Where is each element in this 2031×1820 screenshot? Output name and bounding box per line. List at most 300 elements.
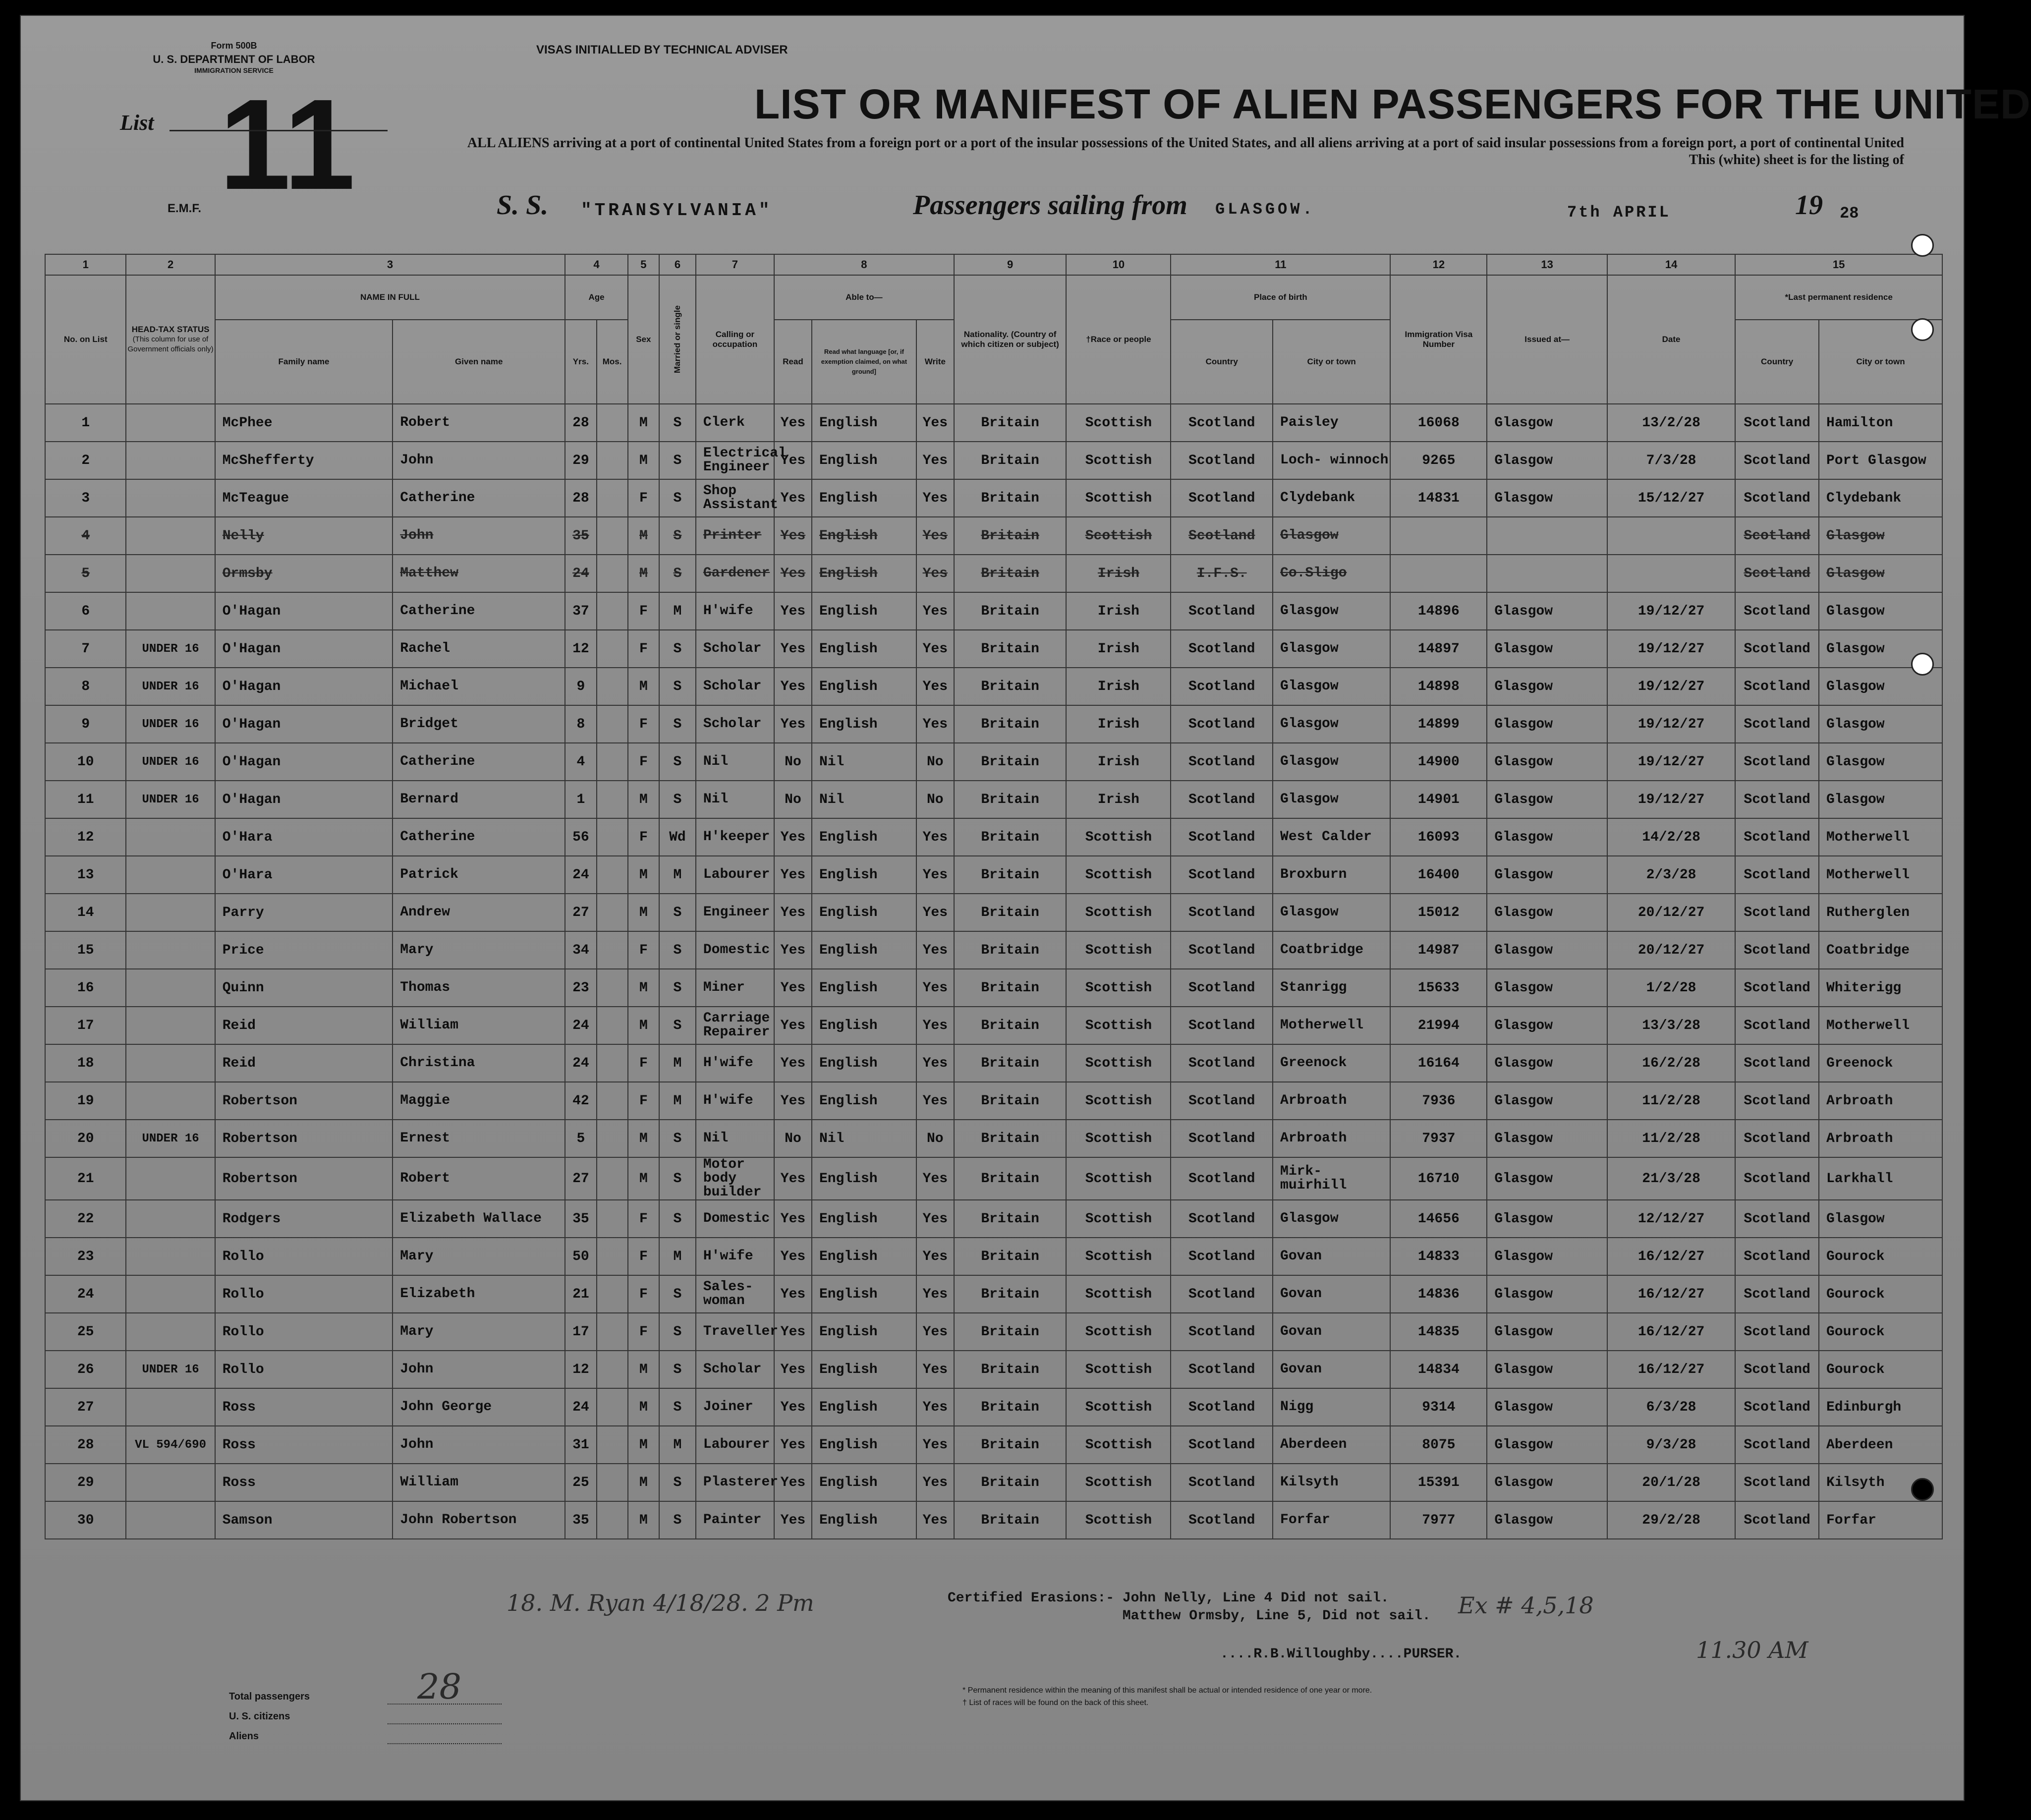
cell-race: Scottish	[1066, 1501, 1171, 1539]
cell-issued	[1487, 517, 1607, 555]
cell-nat: Britain	[954, 479, 1067, 517]
cell-family: O'Hagan	[215, 630, 393, 668]
colnum: 15	[1735, 254, 1942, 275]
cell-issued: Glasgow	[1487, 781, 1607, 818]
cell-ms: S	[659, 969, 696, 1007]
cell-given: Christina	[393, 1044, 565, 1082]
cell-lang: English	[812, 705, 916, 743]
cell-sex: F	[628, 1238, 659, 1275]
cell-read: Yes	[774, 555, 812, 592]
cell-visa: 9314	[1390, 1388, 1487, 1426]
cell-rcity: Forfar	[1819, 1501, 1942, 1539]
cell-tax	[126, 442, 215, 479]
cell-lang: Nil	[812, 1120, 916, 1157]
header-married: Married or single	[659, 275, 696, 404]
cell-rcountry: Scotland	[1735, 1007, 1819, 1044]
cell-lang: English	[812, 1007, 916, 1044]
cell-bcity: Glasgow	[1273, 1200, 1390, 1238]
cell-ms: M	[659, 1044, 696, 1082]
cell-lang: English	[812, 1351, 916, 1388]
cell-ms: M	[659, 1238, 696, 1275]
cell-write: No	[916, 781, 954, 818]
cell-rcity: Kilsyth	[1819, 1464, 1942, 1501]
cell-vdate: 20/12/27	[1607, 931, 1735, 969]
cell-lang: English	[812, 479, 916, 517]
cell-nat: Britain	[954, 1313, 1067, 1351]
cell-bcountry: Scotland	[1171, 1007, 1273, 1044]
cell-rcity: Motherwell	[1819, 1007, 1942, 1044]
cell-lang: English	[812, 630, 916, 668]
colnum: 3	[215, 254, 565, 275]
cell-mos	[597, 1351, 628, 1388]
cell-mos	[597, 969, 628, 1007]
cell-sex: M	[628, 442, 659, 479]
cell-sex: F	[628, 818, 659, 856]
cell-bcity: Glasgow	[1273, 668, 1390, 705]
cell-visa: 14897	[1390, 630, 1487, 668]
cell-vdate: 19/12/27	[1607, 630, 1735, 668]
cell-given: Catherine	[393, 479, 565, 517]
cell-nat: Britain	[954, 592, 1067, 630]
port-name: GLASGOW.	[1215, 200, 1315, 219]
cell-bcity: Kilsyth	[1273, 1464, 1390, 1501]
cell-vdate	[1607, 517, 1735, 555]
department: U. S. DEPARTMENT OF LABOR	[153, 53, 315, 65]
cell-vdate: 19/12/27	[1607, 592, 1735, 630]
cell-occ: Nil	[696, 743, 774, 781]
cell-family: Nelly	[215, 517, 393, 555]
table-row	[45, 931, 1942, 969]
cell-vdate: 16/12/27	[1607, 1313, 1735, 1351]
cell-sex: F	[628, 630, 659, 668]
cell-lang: English	[812, 856, 916, 894]
cell-race: Scottish	[1066, 1313, 1171, 1351]
cell-nat: Britain	[954, 856, 1067, 894]
aliens-label: Aliens	[229, 1731, 259, 1742]
cell-tax	[126, 517, 215, 555]
cell-rcountry: Scotland	[1735, 1082, 1819, 1120]
cell-race: Scottish	[1066, 931, 1171, 969]
cell-bcountry: Scotland	[1171, 1388, 1273, 1426]
cell-given: Elizabeth	[393, 1275, 565, 1313]
cell-given: William	[393, 1464, 565, 1501]
cell-occ: Plasterer	[696, 1464, 774, 1501]
cell-race: Scottish	[1066, 1426, 1171, 1464]
cell-given: Matthew	[393, 555, 565, 592]
cell-read: Yes	[774, 668, 812, 705]
cell-yrs: 35	[565, 1200, 596, 1238]
cell-issued: Glasgow	[1487, 1157, 1607, 1200]
cell-read: Yes	[774, 1501, 812, 1539]
header-head-tax-label: HEAD-TAX STATUS	[131, 325, 210, 334]
cell-nat: Britain	[954, 1238, 1067, 1275]
cell-rcountry: Scotland	[1735, 743, 1819, 781]
cell-yrs: 24	[565, 856, 596, 894]
header-sex: Sex	[628, 275, 659, 404]
cell-given: Mary	[393, 1313, 565, 1351]
cell-race: Scottish	[1066, 517, 1171, 555]
cell-lang: English	[812, 1313, 916, 1351]
cell-bcountry: Scotland	[1171, 1313, 1273, 1351]
cell-issued: Glasgow	[1487, 404, 1607, 442]
colnum: 9	[954, 254, 1067, 275]
cell-mos	[597, 1238, 628, 1275]
table-row	[45, 555, 1942, 592]
cell-bcountry: Scotland	[1171, 743, 1273, 781]
cell-lang: English	[812, 1044, 916, 1082]
cell-visa: 16068	[1390, 404, 1487, 442]
cell-mos	[597, 856, 628, 894]
cell-sex: M	[628, 1007, 659, 1044]
certified-erasions: Certified Erasions:- John Nelly, Line 4 Did not sail. Matthew Ormsby, Line 5, Did not sail.	[948, 1591, 1431, 1624]
cell-occ: Domestic	[696, 1200, 774, 1238]
cell-family: Rollo	[215, 1313, 393, 1351]
cell-rcity: Edinburgh	[1819, 1388, 1942, 1426]
cell-visa: 15391	[1390, 1464, 1487, 1501]
cell-tax	[126, 404, 215, 442]
cell-rcity: Glasgow	[1819, 743, 1942, 781]
cell-no: 11	[45, 781, 126, 818]
table-row	[45, 1044, 1942, 1082]
cell-write: Yes	[916, 1200, 954, 1238]
cell-read: Yes	[774, 1351, 812, 1388]
cell-given: Robert	[393, 1157, 565, 1200]
colnum: 2	[126, 254, 215, 275]
cell-rcity: Aberdeen	[1819, 1426, 1942, 1464]
cell-yrs: 35	[565, 517, 596, 555]
cell-family: McPhee	[215, 404, 393, 442]
cell-sex: M	[628, 1157, 659, 1200]
cell-read: Yes	[774, 931, 812, 969]
cell-lang: Nil	[812, 781, 916, 818]
cell-ms: M	[659, 856, 696, 894]
cell-yrs: 5	[565, 1120, 596, 1157]
cell-rcity: Glasgow	[1819, 630, 1942, 668]
colnum: 7	[696, 254, 774, 275]
cell-write: No	[916, 743, 954, 781]
cell-issued: Glasgow	[1487, 743, 1607, 781]
cell-given: John	[393, 1426, 565, 1464]
cell-family: Rollo	[215, 1238, 393, 1275]
cell-occ: Domestic	[696, 931, 774, 969]
cell-tax: UNDER 16	[126, 668, 215, 705]
cell-lang: English	[812, 1275, 916, 1313]
cell-nat: Britain	[954, 781, 1067, 818]
cell-visa	[1390, 517, 1487, 555]
cell-lang: English	[812, 894, 916, 931]
total-line	[388, 1704, 502, 1705]
cell-family: Reid	[215, 1007, 393, 1044]
cell-read: Yes	[774, 969, 812, 1007]
cell-given: Bernard	[393, 781, 565, 818]
cell-given: Michael	[393, 668, 565, 705]
cell-rcountry: Scotland	[1735, 1501, 1819, 1539]
cell-yrs: 28	[565, 404, 596, 442]
cell-given: Bridget	[393, 705, 565, 743]
cell-sex: F	[628, 1313, 659, 1351]
cell-rcountry: Scotland	[1735, 592, 1819, 630]
cell-mos	[597, 1120, 628, 1157]
cell-bcity: Arbroath	[1273, 1120, 1390, 1157]
cell-rcountry: Scotland	[1735, 931, 1819, 969]
cell-bcountry: Scotland	[1171, 969, 1273, 1007]
header-residence: *Last permanent residence	[1735, 275, 1942, 320]
cell-family: O'Hagan	[215, 743, 393, 781]
cell-mos	[597, 442, 628, 479]
cell-rcountry: Scotland	[1735, 856, 1819, 894]
cell-nat: Britain	[954, 931, 1067, 969]
cell-visa: 14898	[1390, 668, 1487, 705]
colnum: 13	[1487, 254, 1607, 275]
cell-vdate: 15/12/27	[1607, 479, 1735, 517]
cell-family: Reid	[215, 1044, 393, 1082]
cell-yrs: 27	[565, 1157, 596, 1200]
cell-write: Yes	[916, 630, 954, 668]
header-head-tax	[126, 275, 215, 404]
cell-nat: Britain	[954, 1464, 1067, 1501]
cell-bcountry: Scotland	[1171, 1351, 1273, 1388]
cell-yrs: 37	[565, 592, 596, 630]
cell-no: 19	[45, 1082, 126, 1120]
cell-rcountry: Scotland	[1735, 818, 1819, 856]
cell-race: Scottish	[1066, 1120, 1171, 1157]
cell-family: Ross	[215, 1464, 393, 1501]
cell-read: Yes	[774, 1464, 812, 1501]
cell-no: 22	[45, 1200, 126, 1238]
cell-rcity: Gourock	[1819, 1351, 1942, 1388]
cell-yrs: 9	[565, 668, 596, 705]
table-row	[45, 1275, 1942, 1313]
cell-family: Price	[215, 931, 393, 969]
cell-ms: S	[659, 894, 696, 931]
cell-bcity: Govan	[1273, 1275, 1390, 1313]
cell-given: Ernest	[393, 1120, 565, 1157]
cell-read: Yes	[774, 1388, 812, 1426]
cell-sex: M	[628, 555, 659, 592]
cell-family: O'Hara	[215, 856, 393, 894]
cell-occ: Clerk	[696, 404, 774, 442]
cell-nat: Britain	[954, 894, 1067, 931]
cell-vdate: 7/3/28	[1607, 442, 1735, 479]
cell-issued: Glasgow	[1487, 1082, 1607, 1120]
cell-bcountry: Scotland	[1171, 1275, 1273, 1313]
cell-read: No	[774, 781, 812, 818]
cell-tax	[126, 1044, 215, 1082]
cell-sex: F	[628, 743, 659, 781]
cell-nat: Britain	[954, 404, 1067, 442]
cell-mos	[597, 1007, 628, 1044]
cell-tax: UNDER 16	[126, 705, 215, 743]
cell-read: Yes	[774, 1200, 812, 1238]
cell-given: Robert	[393, 404, 565, 442]
cell-visa: 14656	[1390, 1200, 1487, 1238]
cell-occ: Engineer	[696, 894, 774, 931]
cell-given: John George	[393, 1388, 565, 1426]
cell-bcity: Motherwell	[1273, 1007, 1390, 1044]
cell-ms: M	[659, 592, 696, 630]
cell-rcountry: Scotland	[1735, 1157, 1819, 1200]
cell-rcity: Arbroath	[1819, 1082, 1942, 1120]
cell-occ: H'wife	[696, 1082, 774, 1120]
cell-issued: Glasgow	[1487, 1426, 1607, 1464]
cell-write: Yes	[916, 555, 954, 592]
table-row	[45, 1313, 1942, 1351]
cell-vdate: 11/2/28	[1607, 1120, 1735, 1157]
cell-issued: Glasgow	[1487, 856, 1607, 894]
cell-sex: M	[628, 1388, 659, 1426]
cell-vdate: 20/12/27	[1607, 894, 1735, 931]
table-row	[45, 894, 1942, 931]
cell-occ: Scholar	[696, 1351, 774, 1388]
cell-family: Robertson	[215, 1082, 393, 1120]
cell-bcountry: Scotland	[1171, 781, 1273, 818]
cell-ms: S	[659, 479, 696, 517]
cell-issued: Glasgow	[1487, 1120, 1607, 1157]
cell-occ: Traveller	[696, 1313, 774, 1351]
header-issued: Issued at—	[1487, 275, 1607, 404]
cell-given: Andrew	[393, 894, 565, 931]
cell-lang: English	[812, 1238, 916, 1275]
cell-tax	[126, 856, 215, 894]
cell-yrs: 4	[565, 743, 596, 781]
cell-family: McTeague	[215, 479, 393, 517]
cell-given: Mary	[393, 1238, 565, 1275]
cell-mos	[597, 705, 628, 743]
us-citizens-label: U. S. citizens	[229, 1711, 290, 1722]
cell-bcity: Glasgow	[1273, 705, 1390, 743]
cell-bcountry: Scotland	[1171, 1082, 1273, 1120]
cell-nat: Britain	[954, 555, 1067, 592]
cell-bcity: Govan	[1273, 1351, 1390, 1388]
cell-write: Yes	[916, 931, 954, 969]
cell-sex: M	[628, 1120, 659, 1157]
cell-occ: Printer	[696, 517, 774, 555]
cell-vdate: 16/12/27	[1607, 1275, 1735, 1313]
table-row	[45, 1464, 1942, 1501]
colnum: 14	[1607, 254, 1735, 275]
emf-label: E.M.F.	[167, 202, 201, 215]
cell-read: Yes	[774, 442, 812, 479]
cell-lang: English	[812, 592, 916, 630]
cell-issued: Glasgow	[1487, 1351, 1607, 1388]
cell-no: 1	[45, 404, 126, 442]
cell-write: Yes	[916, 1464, 954, 1501]
cell-no: 3	[45, 479, 126, 517]
cell-rcountry: Scotland	[1735, 555, 1819, 592]
cell-bcountry: Scotland	[1171, 931, 1273, 969]
cell-visa: 14836	[1390, 1275, 1487, 1313]
cell-visa: 7937	[1390, 1120, 1487, 1157]
cell-write: Yes	[916, 479, 954, 517]
list-underline	[169, 130, 388, 131]
table-row	[45, 1157, 1942, 1200]
cell-mos	[597, 1313, 628, 1351]
cell-rcountry: Scotland	[1735, 1388, 1819, 1426]
table-row	[45, 1238, 1942, 1275]
cell-bcountry: Scotland	[1171, 1157, 1273, 1200]
cell-issued: Glasgow	[1487, 818, 1607, 856]
header-nationality: Nationality. (Country of which citizen or subject)	[954, 275, 1067, 404]
cell-read: Yes	[774, 479, 812, 517]
cell-ms: S	[659, 743, 696, 781]
cell-occ: Painter	[696, 1501, 774, 1539]
cell-occ: H'wife	[696, 1238, 774, 1275]
cell-visa: 9265	[1390, 442, 1487, 479]
cell-yrs: 12	[565, 630, 596, 668]
cell-rcountry: Scotland	[1735, 1200, 1819, 1238]
cell-bcity: Stanrigg	[1273, 969, 1390, 1007]
cell-bcountry: Scotland	[1171, 517, 1273, 555]
cell-rcountry: Scotland	[1735, 630, 1819, 668]
cell-race: Irish	[1066, 705, 1171, 743]
cell-tax: UNDER 16	[126, 1351, 215, 1388]
cell-issued: Glasgow	[1487, 1501, 1607, 1539]
cell-sex: F	[628, 592, 659, 630]
colnum: 8	[774, 254, 954, 275]
header-age: Age	[565, 275, 628, 320]
cell-bcountry: Scotland	[1171, 442, 1273, 479]
cell-ms: S	[659, 1200, 696, 1238]
cell-tax	[126, 1157, 215, 1200]
cell-mos	[597, 1082, 628, 1120]
cell-sex: F	[628, 1275, 659, 1313]
cell-no: 15	[45, 931, 126, 969]
cell-bcity: Glasgow	[1273, 894, 1390, 931]
cell-bcity: Loch- winnoch	[1273, 442, 1390, 479]
colnum: 10	[1066, 254, 1171, 275]
cell-vdate: 21/3/28	[1607, 1157, 1735, 1200]
cell-occ: Miner	[696, 969, 774, 1007]
cell-lang: English	[812, 1082, 916, 1120]
table-row	[45, 442, 1942, 479]
cell-rcity: Motherwell	[1819, 818, 1942, 856]
cell-yrs: 35	[565, 1501, 596, 1539]
cell-rcountry: Scotland	[1735, 1275, 1819, 1313]
cell-no: 29	[45, 1464, 126, 1501]
cell-no: 30	[45, 1501, 126, 1539]
cell-nat: Britain	[954, 1120, 1067, 1157]
cell-vdate: 13/2/28	[1607, 404, 1735, 442]
cell-tax: UNDER 16	[126, 743, 215, 781]
cell-issued: Glasgow	[1487, 479, 1607, 517]
cell-write: Yes	[916, 1238, 954, 1275]
cell-tax: UNDER 16	[126, 781, 215, 818]
header-read: Read	[774, 320, 812, 404]
cell-occ: Labourer	[696, 1426, 774, 1464]
cell-sex: F	[628, 479, 659, 517]
cell-yrs: 28	[565, 479, 596, 517]
cell-rcountry: Scotland	[1735, 1464, 1819, 1501]
cell-visa: 14901	[1390, 781, 1487, 818]
cell-rcity: Gourock	[1819, 1238, 1942, 1275]
cell-lang: English	[812, 1157, 916, 1200]
cell-bcity: Govan	[1273, 1238, 1390, 1275]
cell-vdate	[1607, 555, 1735, 592]
cell-given: Catherine	[393, 743, 565, 781]
cell-bcountry: Scotland	[1171, 479, 1273, 517]
header-row-1	[45, 275, 1942, 320]
cell-read: Yes	[774, 630, 812, 668]
cell-yrs: 24	[565, 1044, 596, 1082]
colnum: 5	[628, 254, 659, 275]
cell-vdate: 19/12/27	[1607, 743, 1735, 781]
subtitle-line-2: This (white) sheet is for the listing of	[1689, 152, 1904, 168]
cell-ms: S	[659, 1313, 696, 1351]
cell-no: 18	[45, 1044, 126, 1082]
cell-lang: Nil	[812, 743, 916, 781]
cell-yrs: 17	[565, 1313, 596, 1351]
cell-race: Irish	[1066, 781, 1171, 818]
